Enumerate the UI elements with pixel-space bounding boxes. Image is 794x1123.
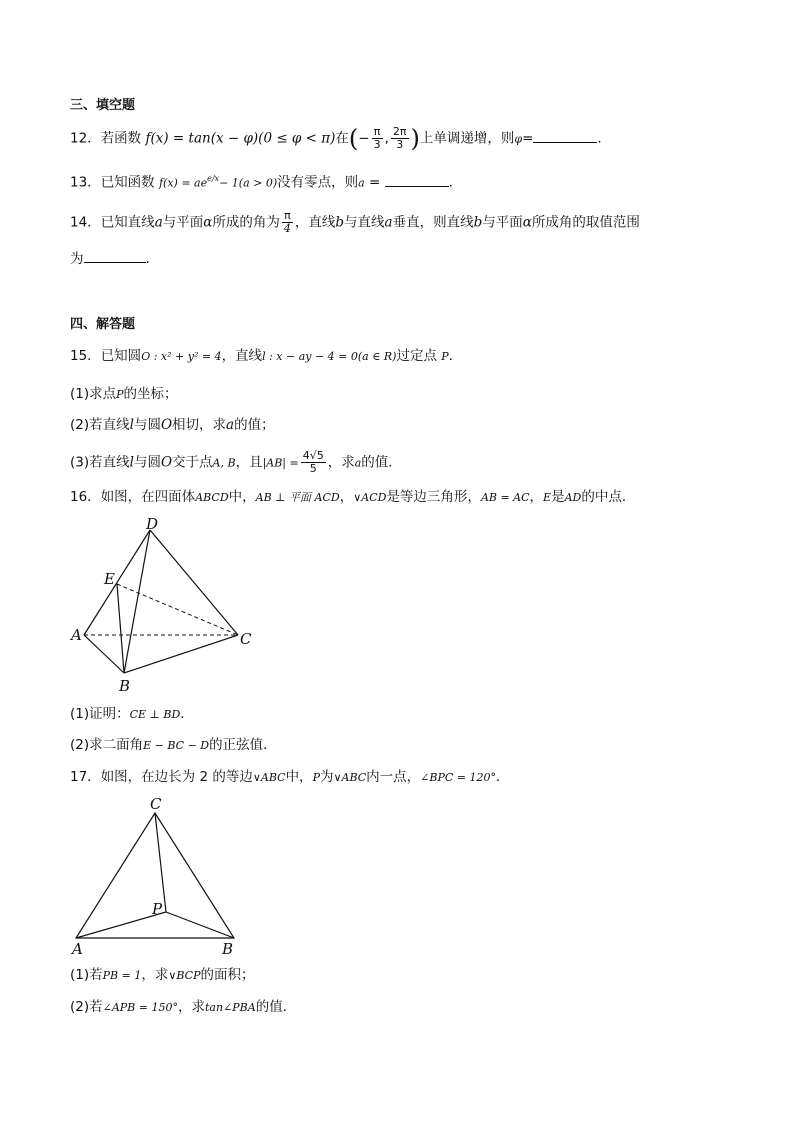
q13-number: 13．	[70, 174, 101, 191]
q15-frac-den: 5	[309, 462, 317, 475]
section-heading-answer: 四、解答题	[70, 317, 136, 332]
q15-p1-P: P	[116, 388, 124, 401]
q13-eq: =	[364, 174, 381, 191]
q12-frac2-num: 2π	[392, 125, 407, 138]
label-A: A	[72, 940, 83, 958]
question-14	[70, 210, 640, 235]
question-16	[70, 486, 635, 509]
q12-frac-pi-3	[372, 126, 383, 151]
q17-p2-text-b: ，求	[177, 999, 205, 1015]
q15-p2-l: l	[129, 417, 134, 433]
q17-p2-expr: ∠APB = 150°	[102, 1001, 178, 1014]
q12-text-in: 在	[335, 130, 349, 147]
q16-AD: AD	[564, 491, 582, 504]
edge-DC	[150, 530, 238, 635]
q16-part-2	[70, 734, 277, 757]
q12-minus: −	[358, 130, 370, 147]
q15-text-2: ，直线	[221, 348, 263, 364]
q17-p1-triangle: ∨BCP	[168, 969, 201, 982]
label-B: B	[222, 940, 234, 958]
q14-number: 14．	[70, 214, 101, 231]
q16-p1-expr: CE ⊥ BD	[129, 708, 181, 721]
question-12: 12．若函数 f(x) = tan(x − φ)(0 ≤ φ < π)在(− $\frac{\pi}{3}$ , $\frac{2\pi}{3}$ )上单调递增，则φ= ．	[70, 124, 611, 153]
q17-number: 17．	[70, 769, 101, 785]
q15-part-3	[70, 450, 402, 475]
q14-frac-num: π	[282, 210, 293, 223]
question-17	[70, 766, 510, 789]
q12-text: 若函数	[100, 130, 142, 147]
q17-p2-text: (2)若	[70, 999, 103, 1015]
triangle-ABC	[76, 813, 234, 938]
q17-p1-expr: PB = 1	[102, 969, 142, 982]
q16-part-1	[70, 703, 194, 726]
q15-p3-text-f: 的值．	[361, 454, 402, 471]
q17-p1-text-b: ，求	[141, 967, 169, 983]
q14-text-1: 已知直线	[100, 214, 155, 231]
segment-BP	[166, 912, 234, 938]
q16-abcd: ABCD	[195, 491, 229, 504]
q14-text-5: 与直线	[344, 214, 385, 231]
q17-text-1: 如图，在边长为 2 的等边	[100, 769, 253, 785]
q14-b-2: b	[473, 214, 483, 231]
q12-frac2-den: 3	[396, 138, 404, 151]
q15-p3-a: a	[354, 456, 362, 470]
q15-p3-text-e: ，求	[327, 454, 355, 471]
q15-p2-text-b: 与圆	[133, 417, 161, 433]
q15-circle-eq: O : x² + y² = 4	[141, 350, 222, 363]
q15-number: 15．	[70, 348, 101, 364]
q17-text-4: 内一点，	[366, 769, 421, 785]
q15-line-eq: l : x − ay − 4 = 0(a ∈ R)	[262, 350, 397, 363]
q16-p2-text: (2)求二面角	[70, 737, 144, 753]
q16-p1-tail: ．	[180, 706, 194, 722]
q15-P: P	[441, 350, 449, 363]
edge-AB	[84, 635, 124, 673]
q17-p1-tail: 的面积；	[200, 967, 255, 983]
q15-p2-text-c: 相切，求	[172, 417, 227, 433]
q16-perp: AB ⊥ 平面 ACD	[255, 491, 340, 504]
q13-function-tail: − 1(a > 0)	[219, 176, 278, 190]
question-15: 15．已知圆O : x² + y² = 4，直线l : x − ay − 4 = 0(a ∈ R)过定点 P．	[70, 348, 463, 364]
q12-comma: ,	[384, 130, 389, 147]
q14-b: b	[335, 214, 345, 231]
label-C: C	[240, 630, 252, 648]
q17-p2-tan: tan∠PBA	[204, 1001, 256, 1014]
q17-p2-tail: 的值．	[255, 999, 297, 1015]
q12-frac1-num: π	[372, 126, 383, 139]
q12-eq: =	[522, 130, 534, 147]
edge-EB	[117, 584, 124, 673]
label-B: B	[119, 677, 131, 695]
q16-equality: AB = AC	[480, 491, 530, 504]
q15-text-3: 过定点	[396, 348, 437, 364]
tetrahedron-figure	[66, 512, 266, 697]
q12-frac1-den: 3	[373, 138, 381, 151]
label-E: E	[104, 570, 115, 588]
q16-text-1: 如图，在四面体	[100, 489, 196, 505]
q15-part-1	[70, 383, 178, 406]
q17-P: P	[312, 771, 320, 784]
q12-number: 12．	[70, 130, 101, 147]
q15-p3-text-d: ，且	[235, 454, 263, 471]
q15-p2-text-d: 的值；	[234, 417, 275, 433]
q15-p3-absAB: |AB| =	[262, 456, 299, 470]
label-A: A	[71, 626, 82, 644]
q14-a: a	[154, 214, 163, 231]
q13-text-no-zero: 没有零点，则	[277, 174, 359, 191]
q17-triangle: ∨ABC	[252, 771, 286, 784]
q13-exponent: e/x	[207, 174, 220, 183]
q17-p1-text: (1)若	[70, 967, 103, 983]
q15-text-1: 已知圆	[100, 348, 142, 364]
triangle-figure	[66, 792, 256, 962]
q15-frac-num: 4√5	[302, 449, 324, 462]
q16-text-3: ，	[339, 489, 354, 505]
q15-p3-text-c: 交于点	[172, 454, 213, 471]
q12-function: f(x) = tan(x − φ)(0 ≤ φ < π)	[145, 130, 336, 147]
q16-p2-tail: 的正弦值．	[209, 737, 277, 753]
q14-frac-den: 4	[283, 222, 291, 235]
q15-part-2	[70, 414, 275, 436]
q14-text-3: 所成的角为	[212, 214, 280, 231]
q16-text-4: 是等边三角形，	[386, 489, 481, 505]
q16-text-2: 中，	[228, 489, 256, 505]
q17-text-5: ．	[496, 769, 510, 785]
question-14-line-2: 为 ．	[70, 248, 159, 270]
q15-p1-tail: 的坐标；	[123, 386, 178, 402]
q14-alpha: α	[203, 214, 213, 231]
q16-text-7: 的中点．	[581, 489, 636, 505]
question-13: 13．已知函数 $f(x) = ae^{e/x}- 1(a > 0)$没有零点，则a = ．	[70, 168, 462, 195]
q14-text-9: 为	[70, 251, 84, 267]
q16-p2-expr: E − BC − D	[143, 739, 210, 752]
q12-answer-blank[interactable]	[533, 128, 597, 143]
q15-p3-AB: A, B	[212, 456, 236, 470]
q12-text-increasing: 上单调递增，则	[419, 130, 515, 147]
q15-p2-text: (2)若直线	[70, 417, 130, 433]
label-D: D	[146, 515, 159, 533]
q14-alpha-2: α	[522, 214, 532, 231]
section-heading-fill-in: 三、填空题	[70, 98, 136, 113]
q13-text: 已知函数	[100, 174, 155, 191]
q15-frac-4root5-5	[301, 450, 326, 475]
q14-text-2: 与平面	[162, 214, 204, 231]
q13-function: f(x) = ae	[158, 176, 208, 190]
q17-triangle-2: ∨ABC	[333, 771, 367, 784]
edge-BC	[124, 635, 238, 673]
label-P: P	[152, 900, 163, 918]
q17-text-3: 为	[319, 769, 334, 785]
q14-text-4: ，直线	[294, 214, 336, 231]
q15-p2-O: O	[160, 417, 173, 433]
q17-part-2	[70, 996, 296, 1019]
q14-a-2: a	[384, 214, 393, 231]
q14-text-8: 所成角的取值范围	[531, 214, 640, 231]
q15-p3-O: O	[160, 454, 173, 471]
q15-p1-text: (1)求点	[70, 386, 117, 402]
q16-triangle: ∨ACD	[353, 491, 387, 504]
q17-text-2: 中，	[285, 769, 313, 785]
q14-frac-pi-4	[282, 210, 293, 235]
label-C: C	[150, 795, 162, 813]
q15-p3-text-b: 与圆	[133, 454, 161, 471]
q16-E: E	[543, 491, 552, 504]
q13-answer-blank[interactable]	[385, 172, 449, 187]
q17-part-1	[70, 964, 255, 987]
q16-number: 16．	[70, 489, 101, 505]
q16-p1-text: (1)证明：	[70, 706, 130, 722]
q14-answer-blank[interactable]	[84, 248, 146, 263]
q14-text-7: 与平面	[482, 214, 523, 231]
q15-p3-l: l	[129, 454, 134, 471]
q17-angle: ∠BPC = 120°	[420, 771, 496, 784]
q12-frac-2pi-3	[391, 126, 409, 151]
q14-text-6: 垂直，则直线	[392, 214, 474, 231]
q15-p2-a: a	[226, 417, 235, 433]
q16-text-6: 是	[551, 489, 565, 505]
q15-p3-text: (3)若直线	[70, 454, 130, 471]
q12-phi: φ	[514, 132, 523, 146]
q13-a: a	[358, 176, 365, 190]
q16-text-5: ，	[529, 489, 544, 505]
